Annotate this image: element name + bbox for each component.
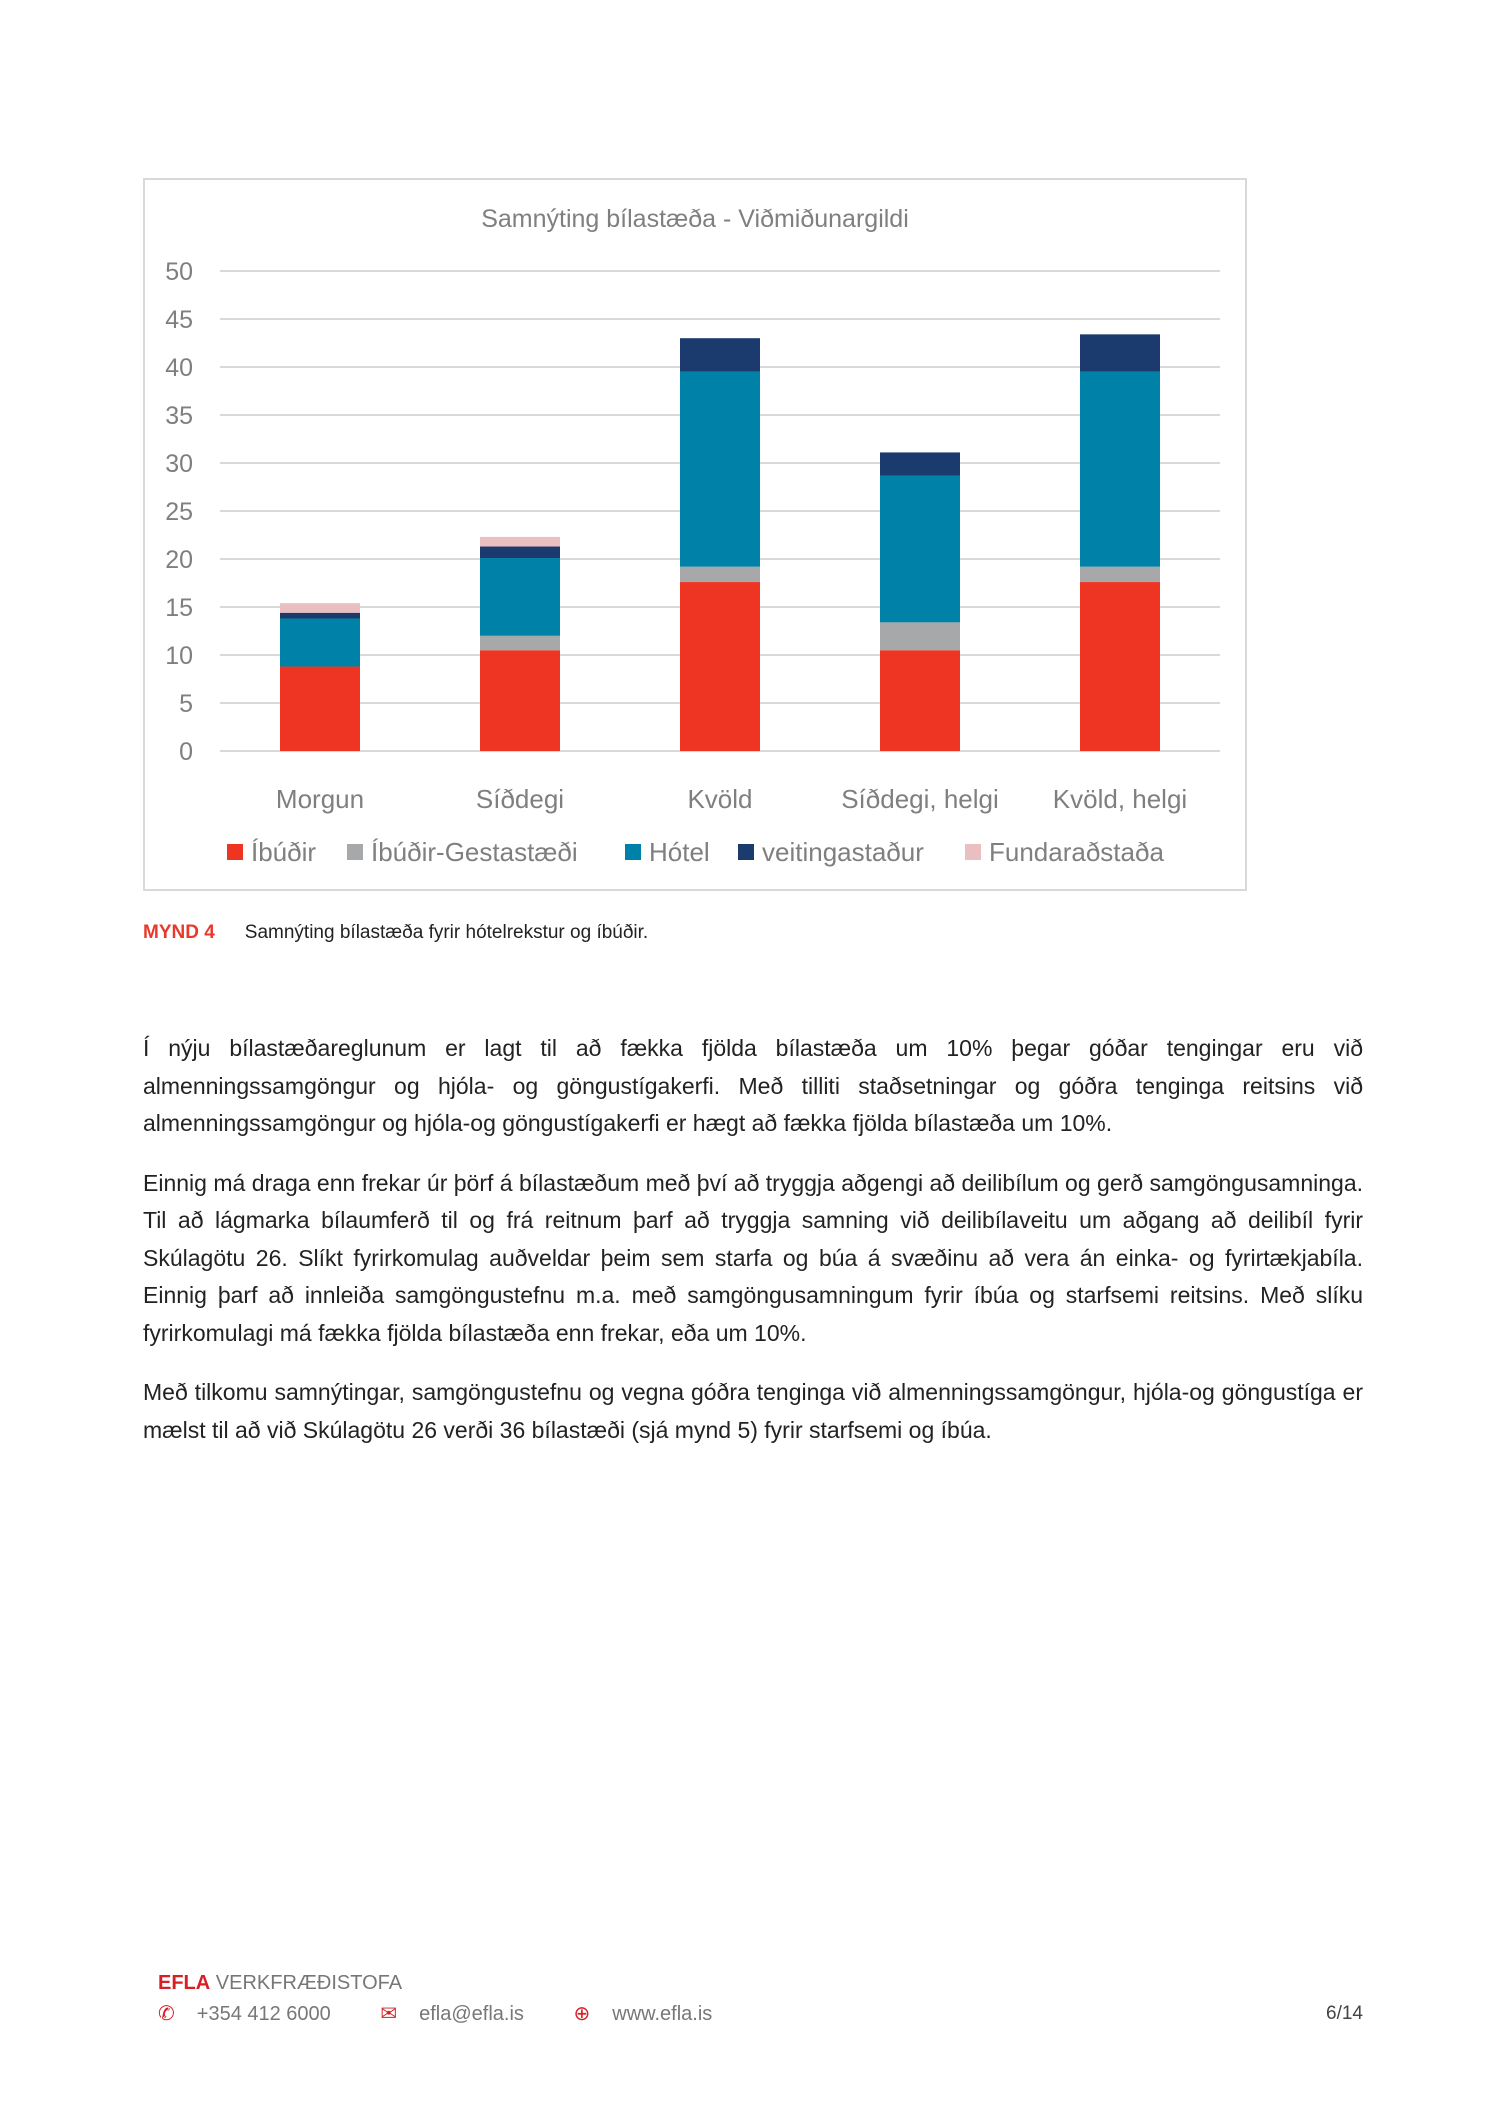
y-tick-label: 15: [165, 594, 193, 622]
y-tick-label: 30: [165, 450, 193, 478]
legend-swatch: [227, 844, 243, 860]
x-tick-label: Kvöld, helgi: [1052, 784, 1188, 814]
bar-segment-1: [480, 636, 560, 650]
y-tick-label: 25: [165, 498, 193, 526]
bar-segment-2: [880, 475, 960, 622]
website-link[interactable]: www.efla.is: [612, 2003, 713, 2025]
caption-text: Samnýting bílastæða fyrir hótelrekstur og íbúðir.: [244, 922, 649, 943]
email-link[interactable]: efla@efla.is: [419, 2003, 524, 2025]
y-tick-label: 40: [165, 354, 193, 382]
bar-segment-2: [680, 372, 760, 567]
legend-swatch: [738, 844, 754, 860]
paragraph: Í nýju bílastæðareglunum er lagt til að fækka fjölda bílastæða um 10% þegar góðar tengingar eru við almenningssamgöngur og hjóla- og göngustígakerfi. Með tilliti staðsetningar og góðra tenginga reitsins við almenningssamgöngur og hjóla-og göngustígakerfi er hægt að fækka fjölda bílastæða um 10%.: [143, 1035, 1363, 1136]
legend-label: Fundaraðstaða: [989, 837, 1164, 867]
brand-logo: EFLA: [158, 1972, 211, 1994]
page-number: 6/14: [1326, 2003, 1363, 2024]
bar-segment-2: [480, 558, 560, 636]
phone-number: +354 412 6000: [196, 2003, 331, 2025]
y-tick-label: 20: [165, 546, 193, 574]
legend-label: veitingastaður: [762, 837, 924, 867]
bar-segment-1: [680, 567, 760, 582]
bar-segment-4: [480, 537, 560, 547]
legend-swatch: [347, 844, 363, 860]
bar-segment-3: [680, 338, 760, 372]
stacked-bar-chart: [145, 180, 1245, 889]
y-tick-label: 0: [179, 738, 193, 766]
bar-segment-1: [1080, 567, 1160, 582]
paragraph: Með tilkomu samnýtingar, samgöngustefnu og vegna góðra tenginga við almenningssamgöngur, hjóla-og göngustíga er mælst til að við Skúlagötu 26 verði 36 bílastæði (sjá mynd 5) fyrir starfsemi og íbúa.: [143, 1379, 1363, 1443]
legend-swatch: [625, 844, 641, 860]
legend-swatch: [965, 844, 981, 860]
y-tick-label: 5: [179, 690, 193, 718]
bar-segment-0: [1080, 582, 1160, 751]
mail-icon: ✉: [380, 2003, 398, 2025]
bar-segment-4: [280, 603, 360, 613]
y-tick-label: 35: [165, 402, 193, 430]
x-tick-label: Morgun: [275, 784, 365, 814]
bar-segment-0: [680, 582, 760, 751]
phone-icon: ✆: [158, 2003, 175, 2025]
globe-icon: ⊕: [573, 2003, 591, 2025]
x-tick-label: Kvöld: [687, 784, 753, 814]
figure-caption: [143, 922, 648, 944]
bar-segment-3: [280, 613, 360, 619]
y-tick-label: 45: [165, 306, 193, 334]
bar-segment-0: [880, 650, 960, 751]
footer: [158, 1972, 756, 2026]
bar-segment-1: [880, 622, 960, 650]
x-tick-label: Síðdegi, helgi: [841, 784, 999, 814]
y-tick-label: 50: [165, 258, 193, 286]
body-text: [143, 1030, 1363, 1471]
bar-segment-2: [280, 619, 360, 667]
y-tick-label: 10: [165, 642, 193, 670]
bar-segment-2: [1080, 372, 1160, 567]
bar-segment-0: [480, 650, 560, 751]
x-tick-label: Síðdegi: [475, 784, 565, 814]
brand-suffix: VERKFRÆÐISTOFA: [215, 1972, 403, 1994]
bar-segment-3: [480, 547, 560, 559]
bar-segment-3: [880, 452, 960, 475]
legend-label: Hótel: [649, 837, 710, 867]
legend-label: Íbúðir: [251, 837, 317, 867]
bar-segment-3: [1080, 334, 1160, 371]
legend-label: Íbúðir-Gestastæði: [371, 837, 578, 867]
chart-title: Samnýting bílastæða - Viðmiðunargildi: [481, 205, 909, 233]
caption-label: MYND 4: [143, 922, 215, 943]
paragraph: Einnig má draga enn frekar úr þörf á bílastæðum með því að tryggja aðgengi að deilibílum og gerð samgöngusamninga. Til að lágmarka bílaumferð til og frá reitnum þarf að tryggja samning við deilibílaveitu um aðgang að deilibíl fyrir Skúlagötu 26. Slíkt fyrirkomulag auðveldar þeim sem starfa og búa á svæðinu að vera án einka- og fyrirtækjabíla. Einnig þarf að innleiða samgöngustefnu m.a. með samgöngusamningum fyrir íbúa og starfsemi reitsins. Með slíku fyrirkomulagi má fækka fjölda bílastæða enn frekar, eða um 10%.: [143, 1169, 1363, 1346]
chart-container: [143, 178, 1247, 891]
bar-segment-0: [280, 667, 360, 751]
